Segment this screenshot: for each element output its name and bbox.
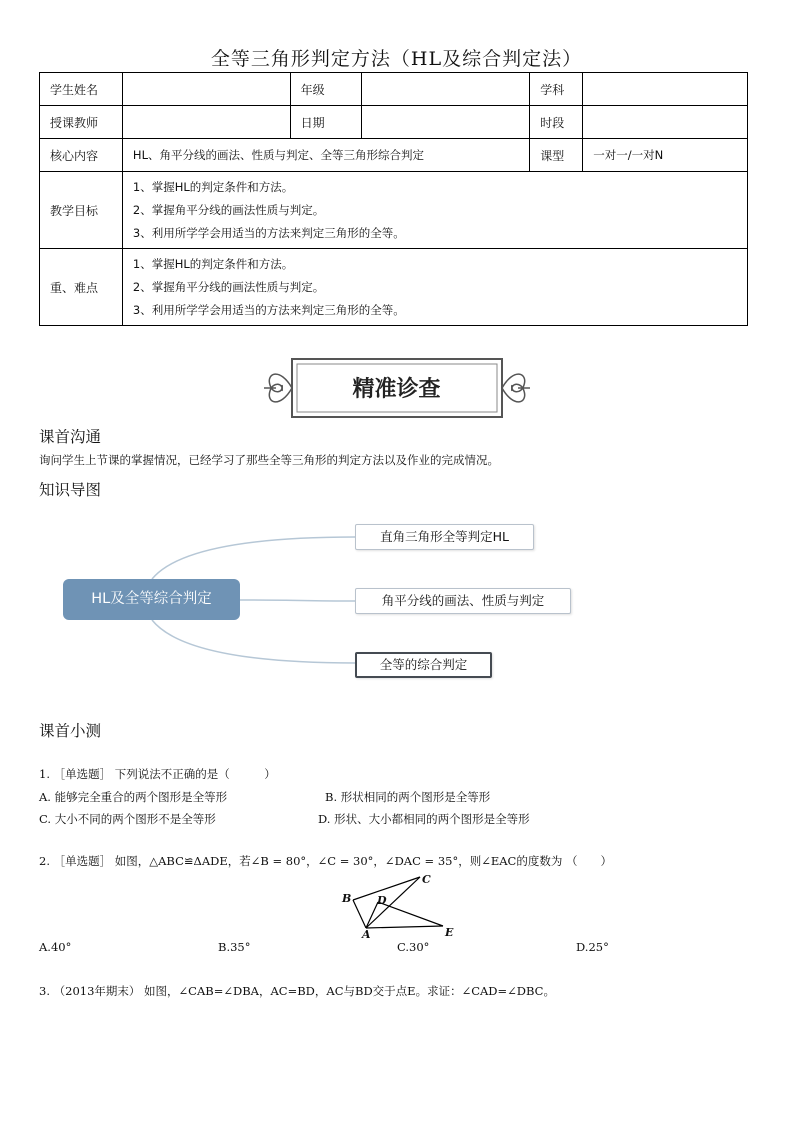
section-heading-warmup: 课首沟通 [39,428,102,446]
section-heading-mindmap: 知识导图 [39,481,102,499]
date-label: 日期 [290,106,361,139]
section-heading-quiz: 课首小测 [39,722,102,740]
key-point-item: 2、掌握角平分线的画法性质与判定。 [132,279,325,294]
period-label: 时段 [530,106,583,139]
q2-label-a: A [362,928,371,941]
table-row [40,139,748,172]
q3-stem: 3. （2013年期末） 如图，∠CAB=∠DBA，AC=BD，AC与BD交于点E。求证：∠CAD=∠DBC。 [39,984,555,998]
section-warmup-text: 询问学生上节课的掌握情况，已经学习了那些全等三角形的判定方法以及作业的完成情况。 [39,453,499,467]
table-row [40,249,748,326]
key-point-item: 3、利用所学学会用适当的方法来判定三角形的全等。 [132,302,405,317]
mindmap-root: HL及全等综合判定 [63,579,240,620]
core-content-label: 核心内容 [40,139,123,172]
banner-title: 精准诊查 [352,376,441,402]
q2-option-b[interactable]: B.35° [218,940,251,954]
q1-option-b[interactable]: B. 形状相同的两个图形是全等形 [325,790,491,804]
q2-stem: 2. ［单选题］ 如图，△ABC≌ΔADE，若∠B = 80°，∠C = 30°，∠DAC = 35°，则∠EAC的度数为 （ ） [39,854,613,868]
q1-option-d[interactable]: D. 形状、大小都相同的两个图形是全等形 [318,812,530,826]
lesson-type-label: 课型 [530,139,583,172]
document-title: 全等三角形判定方法（HL及综合判定法） [210,48,583,70]
subject-label: 学科 [530,73,583,106]
q2-option-a[interactable]: A.40° [39,940,72,954]
q1-option-c[interactable]: C. 大小不同的两个图形不是全等形 [39,812,216,826]
table-row [40,106,748,139]
key-points-list [122,249,747,326]
goal-item: 2、掌握角平分线的画法性质与判定。 [132,202,325,217]
period-value[interactable] [583,106,748,139]
student-name-value[interactable] [122,73,290,106]
goal-item: 1、掌握HL的判定条件和方法。 [132,179,294,194]
lesson-info-table [39,72,748,326]
table-row [40,73,748,106]
q2-label-d: D [377,894,387,907]
mindmap-node-hl: 直角三角形全等判定HL [355,524,534,550]
student-name-label: 学生姓名 [40,73,123,106]
grade-label: 年级 [290,73,361,106]
key-points-label: 重、难点 [40,249,123,326]
core-content-value: HL、角平分线的画法、性质与判定、全等三角形综合判定 [122,139,529,172]
teacher-label: 授课教师 [40,106,123,139]
q2-label-b: B [342,892,352,905]
table-row [40,172,748,249]
date-value[interactable] [361,106,530,139]
mindmap-node-angle-bisector: 角平分线的画法、性质与判定 [355,588,571,614]
q2-label-e: E [445,926,454,939]
q2-option-c[interactable]: C.30° [397,940,430,954]
mindmap-node-comprehensive: 全等的综合判定 [355,652,492,678]
subject-value[interactable] [583,73,748,106]
q1-option-a[interactable]: A. 能够完全重合的两个图形是全等形 [39,790,228,804]
q2-label-c: C [422,873,431,886]
goals-list [122,172,747,249]
grade-value[interactable] [361,73,530,106]
teacher-value[interactable] [122,106,290,139]
key-point-item: 1、掌握HL的判定条件和方法。 [132,256,294,271]
q2-option-d[interactable]: D.25° [576,940,609,954]
goal-item: 3、利用所学学会用适当的方法来判定三角形的全等。 [132,225,405,240]
goals-label: 教学目标 [40,172,123,249]
lesson-type-value: 一对一/一对N [583,139,748,172]
q1-stem: 1. ［单选题］ 下列说法不正确的是（ ） [39,767,276,781]
